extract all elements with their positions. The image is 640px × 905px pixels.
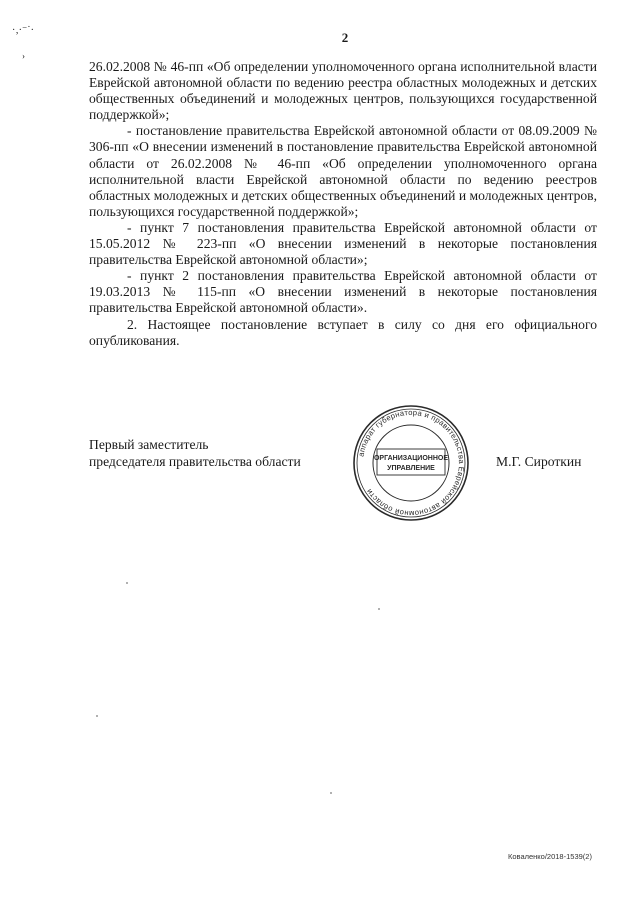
signer-name: М.Г. Сироткин [496, 454, 582, 469]
scan-dot [96, 715, 98, 717]
signer-position-line: Первый заместитель [89, 437, 209, 452]
signer-position [89, 437, 301, 470]
paragraph-continuation: 26.02.2008 № 46-пп «Об определении уполномоченного органа исполнительной власти Еврейской автономной области по ведению реестра областных молодежных и детских общественных объединений и молодежных центров, пользующихся государственной поддержкой»; [89, 59, 597, 123]
scan-artifact-mark: › [22, 51, 25, 61]
scan-dot [378, 608, 380, 610]
scan-dot [126, 582, 128, 584]
organization-seal [343, 404, 479, 522]
seal-center-text: УПРАВЛЕНИЕ [387, 465, 435, 472]
signer-position-line: председателя правительства области [89, 453, 301, 469]
page-number: 2 [341, 30, 349, 45]
paragraph-item: - пункт 7 постановления правительства Еврейской автономной области от 15.05.2012 № 223-пп «О внесении изменений в некоторые постановления правительства Еврейской автономной области»; [89, 219, 597, 268]
paragraph-item: - пункт 2 постановления правительства Еврейской автономной области от 19.03.2013 № 115-пп «О внесении изменений в некоторые постановления правительства Еврейской автономной области». [89, 268, 597, 316]
paragraph-item: 2. Настоящее постановление вступает в силу со дня его официального опубликования. [89, 316, 597, 348]
seal-center-text: ОРГАНИЗАЦИОННОЕ [373, 455, 449, 462]
document-body [89, 59, 597, 349]
footer-code: Коваленко/2018-1539(2) [508, 852, 592, 861]
scan-artifact-mark: ·‚·⁻˙· [12, 25, 34, 36]
seal-ring-text: аппарат губернатора и правительства Еврейской автономной области [356, 407, 467, 519]
scan-dot [330, 792, 332, 794]
paragraph-item: - постановление правительства Еврейской автономной области от 08.09.2009 № 306-пп «О внесении изменений в постановление правительства Еврейской автономной области от 26.02.2008 № 46-пп «Об определении уполномоченного органа исполнительной власти Еврейской автономной области по ведению реестров областных молодежных и детских общественных объединений и молодежных центров, пользующихся государственной поддержкой»; [89, 123, 597, 219]
